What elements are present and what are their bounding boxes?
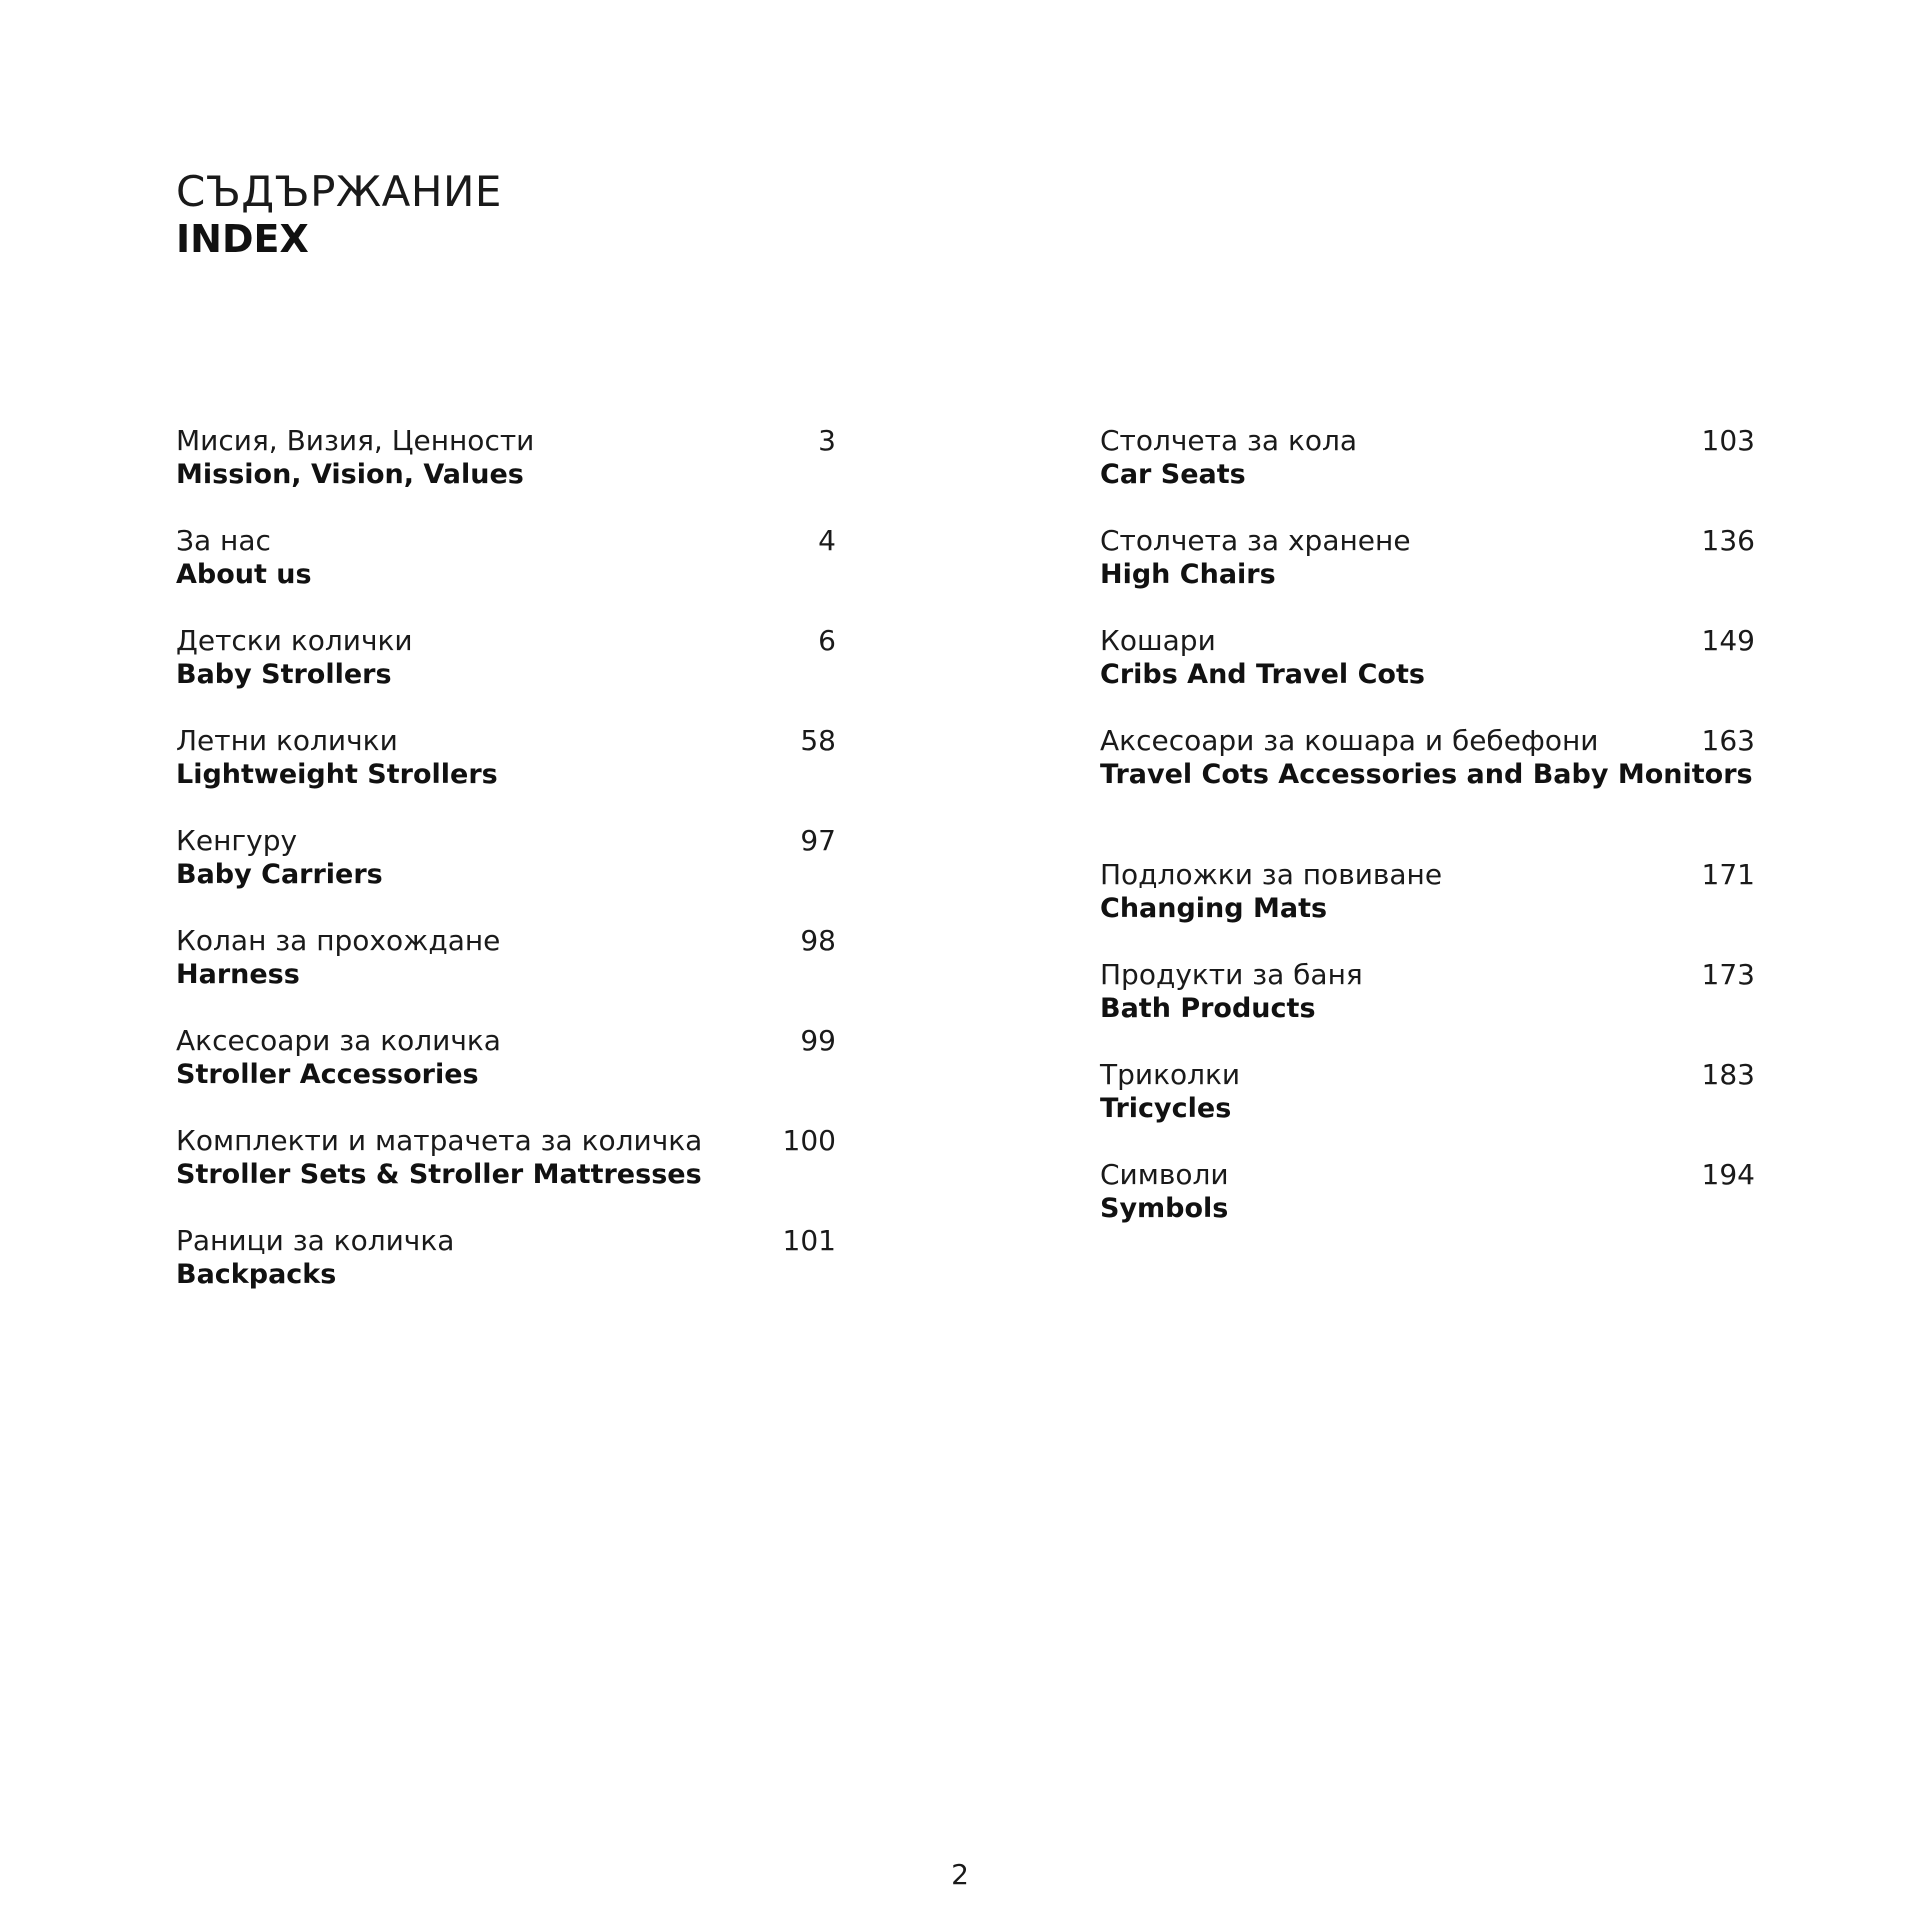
entry-title-bg: Кенгуру: [176, 824, 298, 857]
index-right-column: [1100, 424, 1760, 1258]
entry-title-bg: Комплекти и матрачета за количка: [176, 1124, 703, 1157]
entry-title-en: Travel Cots Accessories and Baby Monitors: [1100, 759, 1753, 790]
entry-page-number: 99: [800, 1024, 836, 1057]
index-entry-high-chairs[interactable]: [1100, 524, 1760, 624]
entry-title-en: About us: [176, 559, 312, 590]
entry-title-en: High Chairs: [1100, 559, 1276, 590]
entry-title-en: Changing Mats: [1100, 893, 1328, 924]
index-heading: [176, 168, 502, 262]
entry-page-number: 4: [818, 524, 836, 557]
index-entry-baby-carriers[interactable]: [176, 824, 836, 924]
entry-page-number: 171: [1701, 858, 1755, 891]
entry-title-en: Backpacks: [176, 1259, 337, 1290]
entry-page-number: 173: [1701, 958, 1755, 991]
entry-title-bg: Летни колички: [176, 724, 398, 757]
index-entry-tricycles[interactable]: [1100, 1058, 1760, 1158]
entry-title-bg: За нас: [176, 524, 271, 557]
entry-page-number: 98: [800, 924, 836, 957]
footer-page-number: 2: [951, 1858, 969, 1891]
entry-title-en: Mission, Vision, Values: [176, 459, 524, 490]
index-entry-stroller-sets[interactable]: [176, 1124, 836, 1224]
entry-title-en: Stroller Accessories: [176, 1059, 479, 1090]
entry-page-number: 97: [800, 824, 836, 857]
index-entry-backpacks[interactable]: [176, 1224, 836, 1324]
entry-page-number: 183: [1701, 1058, 1755, 1091]
entry-page-number: 6: [818, 624, 836, 657]
entry-page-number: 100: [782, 1124, 836, 1157]
entry-page-number: 103: [1701, 424, 1755, 457]
index-entry-harness[interactable]: [176, 924, 836, 1024]
index-title-bg: СЪДЪРЖАНИЕ: [176, 167, 502, 216]
index-entry-symbols[interactable]: [1100, 1158, 1760, 1258]
entry-title-bg: Символи: [1100, 1158, 1229, 1191]
entry-page-number: 101: [782, 1224, 836, 1257]
index-entry-lightweight-strollers[interactable]: [176, 724, 836, 824]
index-entry-bath-products[interactable]: [1100, 958, 1760, 1058]
index-entry-stroller-accessories[interactable]: [176, 1024, 836, 1124]
entry-title-en: Baby Strollers: [176, 659, 392, 690]
entry-title-en: Car Seats: [1100, 459, 1246, 490]
index-entry-changing-mats[interactable]: [1100, 858, 1760, 958]
entry-page-number: 194: [1701, 1158, 1755, 1191]
entry-title-bg: Столчета за хранене: [1100, 524, 1411, 557]
entry-page-number: 149: [1701, 624, 1755, 657]
index-entry-mission[interactable]: [176, 424, 836, 524]
entry-title-bg: Колан за прохождане: [176, 924, 501, 957]
entry-title-en: Tricycles: [1100, 1093, 1232, 1124]
entry-page-number: 163: [1701, 724, 1755, 757]
entry-title-bg: Детски колички: [176, 624, 413, 657]
entry-title-bg: Кошари: [1100, 624, 1216, 657]
index-entry-baby-strollers[interactable]: [176, 624, 836, 724]
index-title-en: INDEX: [176, 217, 309, 261]
entry-title-en: Cribs And Travel Cots: [1100, 659, 1425, 690]
entry-title-bg: Мисия, Визия, Ценности: [176, 424, 535, 457]
entry-title-bg: Аксесоари за количка: [176, 1024, 501, 1057]
entry-title-en: Symbols: [1100, 1193, 1229, 1224]
entry-title-en: Stroller Sets & Stroller Mattresses: [176, 1159, 702, 1190]
entry-title-bg: Столчета за кола: [1100, 424, 1358, 457]
entry-title-en: Lightweight Strollers: [176, 759, 498, 790]
entry-title-bg: Аксесоари за кошара и бебефони: [1100, 724, 1599, 757]
index-entry-travel-cot-accessories[interactable]: [1100, 724, 1760, 858]
entry-title-bg: Продукти за баня: [1100, 958, 1363, 991]
index-entry-car-seats[interactable]: [1100, 424, 1760, 524]
entry-title-bg: Раници за количка: [176, 1224, 455, 1257]
entry-page-number: 58: [800, 724, 836, 757]
entry-page-number: 136: [1701, 524, 1755, 557]
entry-title-en: Baby Carriers: [176, 859, 383, 890]
index-entry-cribs[interactable]: [1100, 624, 1760, 724]
index-left-column: [176, 424, 836, 1324]
entry-page-number: 3: [818, 424, 836, 457]
entry-title-bg: Триколки: [1100, 1058, 1241, 1091]
index-entry-about[interactable]: [176, 524, 836, 624]
entry-title-en: Harness: [176, 959, 300, 990]
entry-title-bg: Подложки за повиване: [1100, 858, 1443, 891]
entry-title-en: Bath Products: [1100, 993, 1316, 1024]
